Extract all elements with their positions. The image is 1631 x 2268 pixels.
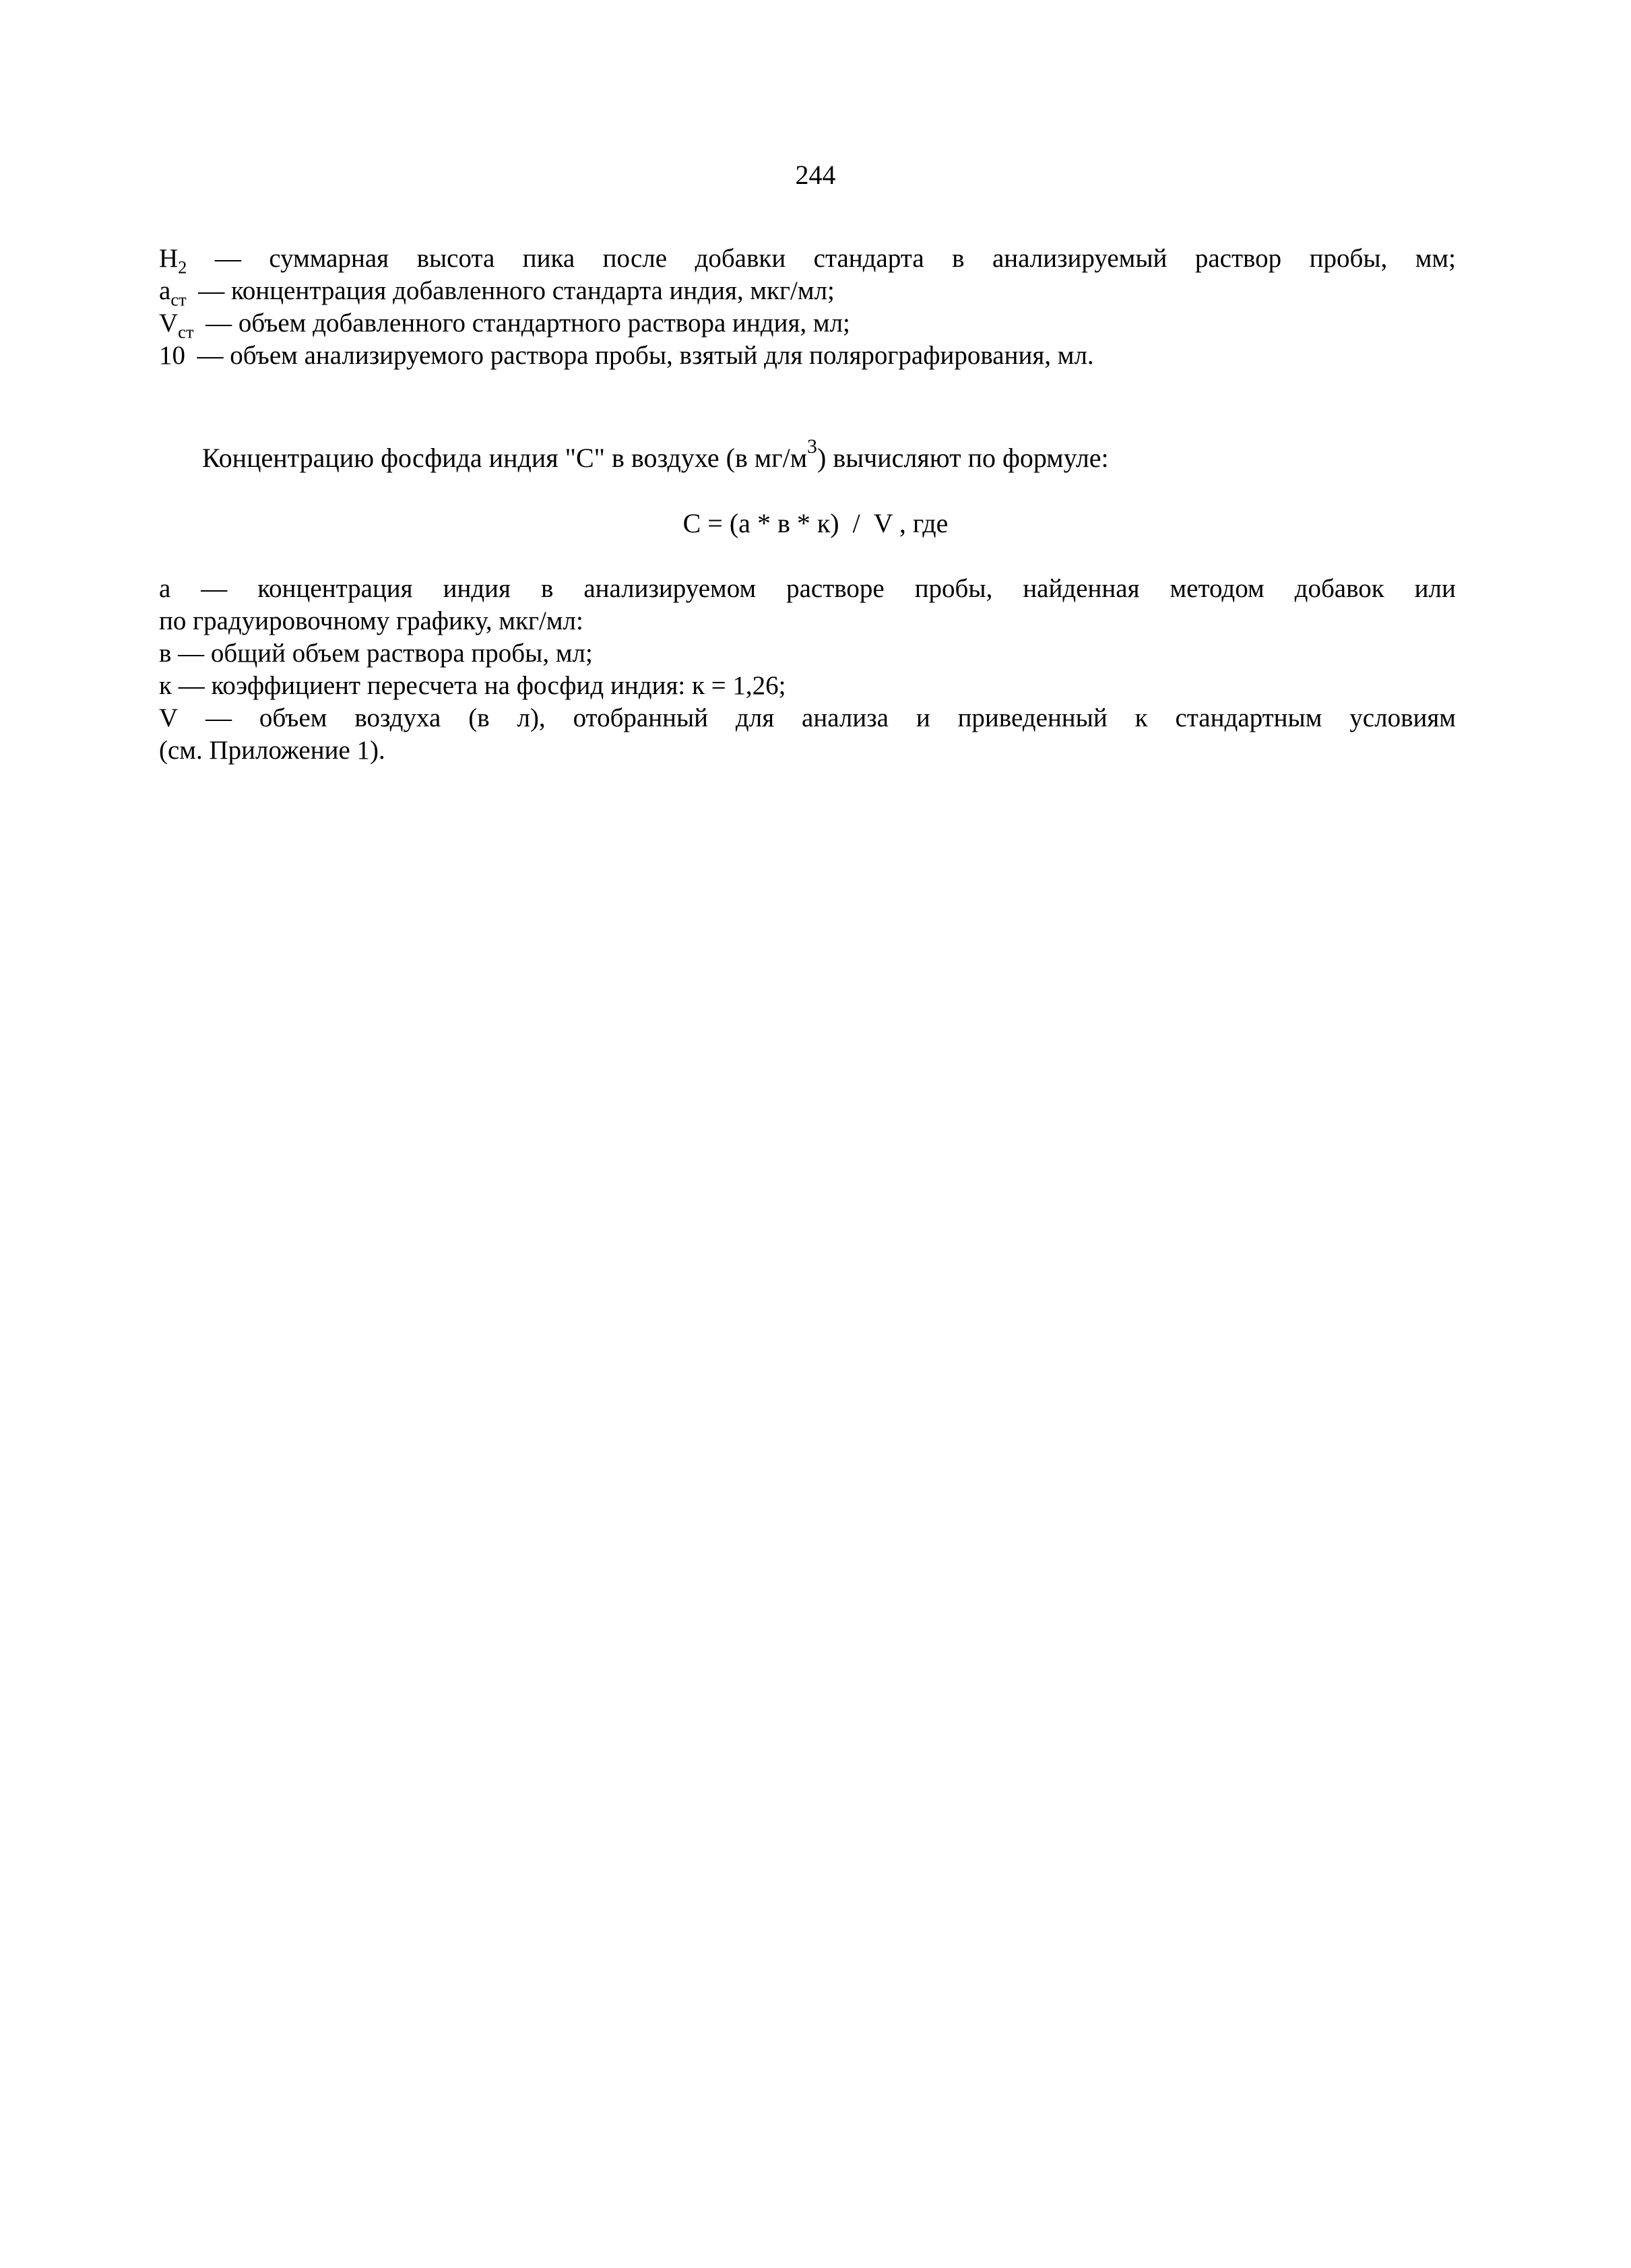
definition-text: (в	[468, 703, 490, 732]
definition-line	[159, 637, 1456, 670]
definition-line	[159, 573, 1456, 605]
legend-text: мм;	[1415, 244, 1456, 273]
formula-intro-text-end: ) вычисляют по формуле:	[817, 443, 1109, 473]
page-number: 244	[795, 160, 836, 190]
definition-text: пробы,	[914, 574, 993, 603]
definition-text: добавок	[1294, 574, 1384, 603]
definition-text: (см. Приложение 1).	[159, 736, 385, 765]
legend-line	[159, 340, 1456, 372]
legend-text: добавки	[695, 244, 786, 273]
definition-text: или	[1414, 574, 1456, 603]
definition-text: —	[205, 703, 232, 732]
definition-text: воздуха	[354, 703, 441, 732]
legend-text: после	[602, 244, 668, 273]
definition-text: условиям	[1349, 703, 1456, 732]
legend-text: раствор	[1194, 244, 1282, 273]
formula-intro-text: Концентрацию фосфида индия "С" в воздухе (в мг/м	[202, 443, 808, 473]
legend-symbol	[159, 243, 187, 278]
definitions-block	[159, 573, 1456, 767]
definition-text: V	[159, 703, 179, 732]
formula-intro-superscript: 3	[807, 435, 818, 458]
definition-text: л),	[517, 703, 546, 732]
definition-text: в — общий объем раствора пробы, мл;	[159, 639, 593, 668]
legend-text: пробы,	[1309, 244, 1388, 273]
definition-line	[159, 605, 1456, 637]
legend-symbol-subscript: ст	[178, 321, 194, 342]
legend-text: в	[952, 244, 965, 273]
legend-symbol-subscript: 2	[178, 257, 187, 278]
definition-text: к — коэффициент пересчета на фосфид индия: к = 1,26;	[159, 671, 786, 700]
definition-text: —	[201, 574, 228, 603]
legend-symbol	[159, 340, 185, 372]
definition-text: для	[735, 703, 775, 732]
legend-symbol	[159, 307, 194, 340]
legend-line	[159, 307, 1456, 340]
legend-symbol	[159, 275, 187, 310]
legend-text: анализируемый	[992, 244, 1168, 273]
definition-text: методом	[1170, 574, 1265, 603]
definition-text: анализа	[802, 703, 889, 732]
definition-text: в	[540, 574, 554, 603]
legend-text: пика	[522, 244, 575, 273]
definition-text: индия	[443, 574, 511, 603]
legend-text: суммарная	[269, 244, 389, 273]
definition-line	[159, 670, 1456, 702]
definition-line	[159, 734, 1456, 767]
formula: С = (а * в * к) / V , где	[682, 508, 949, 538]
definition-line	[159, 702, 1456, 734]
legend-symbol-base: a	[159, 276, 171, 305]
legend-symbol-base: 10	[159, 341, 185, 370]
legend-symbol-base: H	[159, 244, 179, 273]
definition-text: растворе	[786, 574, 885, 603]
definition-text: концентрация	[257, 574, 413, 603]
definition-text: отобранный	[573, 703, 709, 732]
legend-text: — концентрация добавленного стандарта индия, мкг/мл;	[198, 276, 835, 305]
legend-line	[159, 275, 1456, 310]
definition-text: объем	[259, 703, 327, 732]
legend-text: — объем анализируемого раствора пробы, взятый для полярографирования, мл.	[197, 341, 1094, 370]
definition-text: и	[916, 703, 930, 732]
definition-text: приведенный	[957, 703, 1108, 732]
legend-symbol-base: V	[159, 309, 179, 338]
definition-text: к	[1134, 703, 1148, 732]
legend-block	[159, 243, 1456, 372]
definition-text: по градуировочному графику, мкг/мл:	[159, 606, 583, 635]
definition-text: анализируемом	[583, 574, 757, 603]
formula-intro	[202, 435, 1109, 475]
definition-text: найденная	[1023, 574, 1140, 603]
legend-symbol-subscript: ст	[170, 289, 187, 310]
legend-text: стандарта	[813, 244, 924, 273]
legend-text: высота	[416, 244, 495, 273]
legend-line	[159, 243, 1456, 278]
definition-text: стандартным	[1175, 703, 1322, 732]
legend-text: — объем добавленного стандартного раствора индия, мл;	[205, 309, 850, 338]
definition-text: а	[159, 574, 171, 603]
legend-text: —	[214, 244, 241, 273]
